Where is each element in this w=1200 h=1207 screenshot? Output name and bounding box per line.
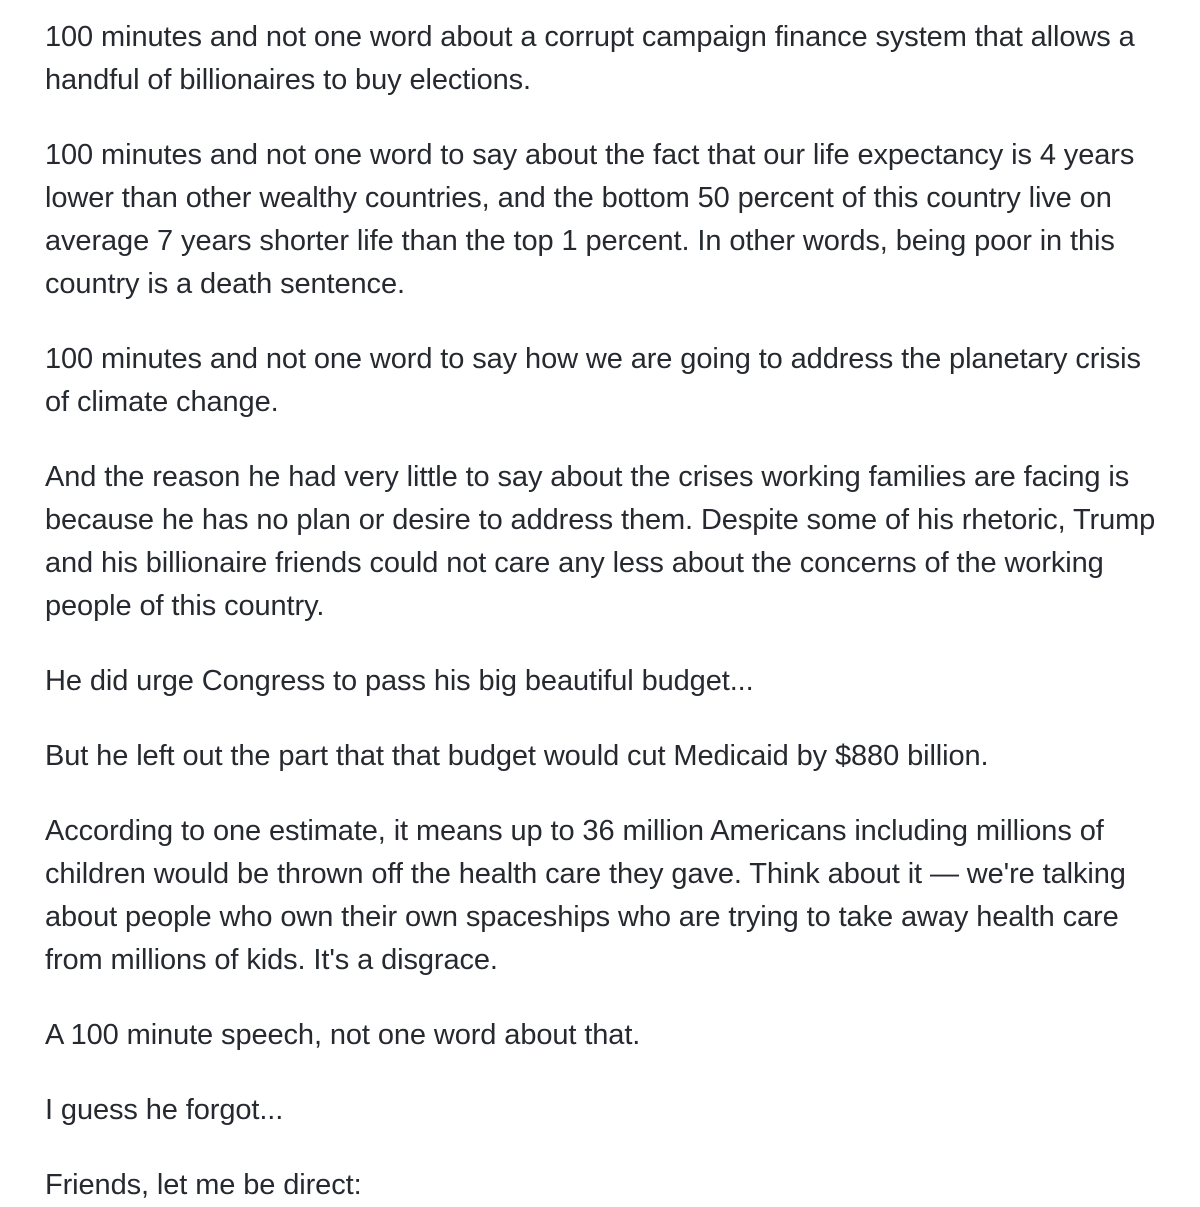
paragraph-working-families: And the reason he had very little to say about the crises working families are facing is because he has no plan or desire to address them. Despite some of his rhetoric, Trump and his billionaire friends could not care any less about the concerns of the working people of this country.	[45, 461, 1156, 622]
paragraph-speech: A 100 minute speech, not one word about that.	[45, 1019, 641, 1051]
paragraph-budget: He did urge Congress to pass his big beautiful budget...	[45, 665, 754, 697]
paragraph-cutoff: Friends, let me be direct:	[45, 1169, 362, 1201]
paragraph-life-expectancy: 100 minutes and not one word to say about the fact that our life expectancy is 4 years lower than other wealthy countries, and the bottom 50 percent of this country live on average 7 years shorter life than the top 1 percent. In other words, being poor in this country is a death sentence.	[45, 139, 1135, 300]
paragraph-estimate: According to one estimate, it means up to 36 million Americans including millions of children would be thrown off the health care they gave. Think about it — we're talking about people who own their own spaceships who are trying to take away health care from millions of kids. It's a disgrace.	[45, 815, 1126, 976]
paragraph-forgot: I guess he forgot...	[45, 1094, 284, 1126]
paragraph-climate-change: 100 minutes and not one word to say how we are going to address the planetary crisis of climate change.	[45, 343, 1141, 418]
paragraph-campaign-finance: 100 minutes and not one word about a corrupt campaign finance system that allows a handful of billionaires to buy elections.	[45, 21, 1135, 96]
paragraph-medicaid-cut: But he left out the part that that budget would cut Medicaid by $880 billion.	[45, 740, 989, 772]
